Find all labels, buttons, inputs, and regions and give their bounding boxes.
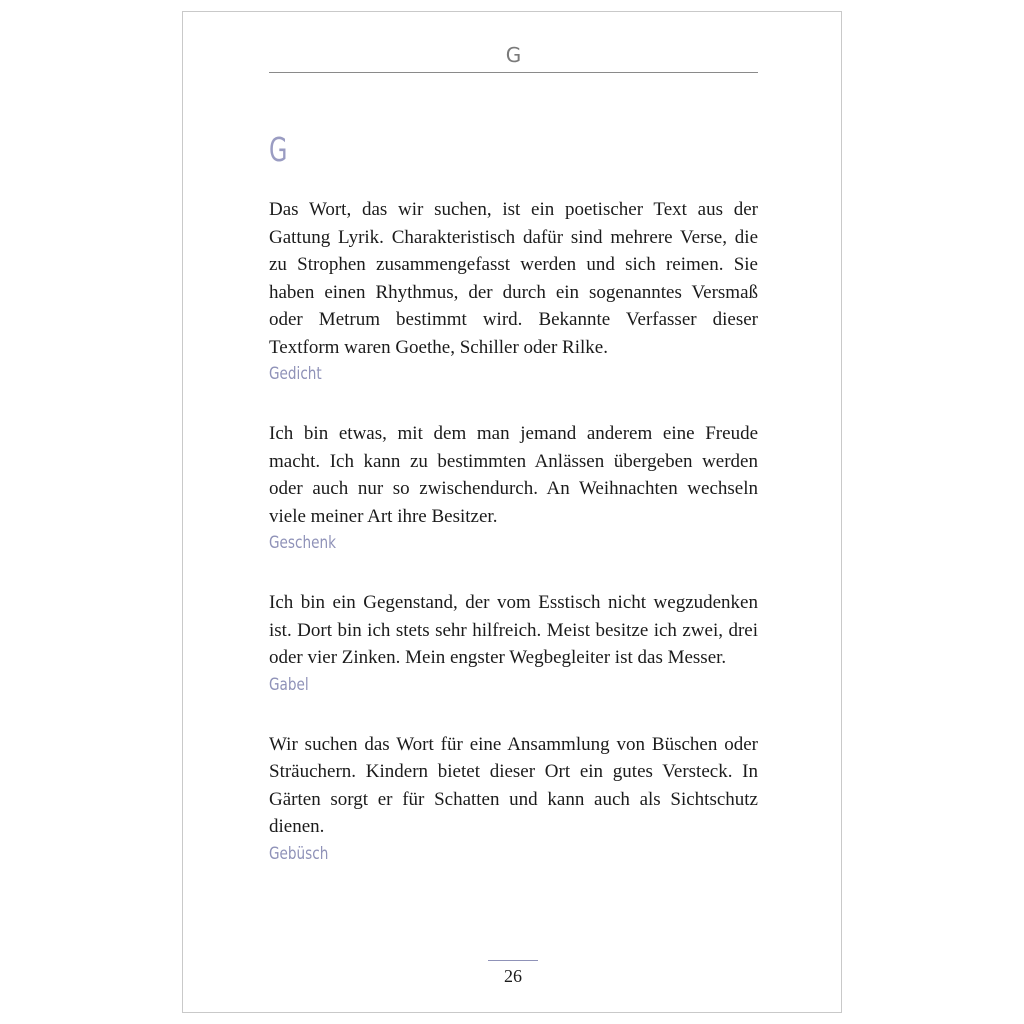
book-page: [182, 11, 842, 1013]
riddle-text: Ich bin ein Gegenstand, der vom Esstisch nicht wegzudenken ist. Dort bin ich stets sehr hilfreich. Meist besitze ich zwei, drei oder vier Zinken. Mein engster Wegbegleiter ist das Messer.: [269, 592, 758, 668]
riddle-text: Wir suchen das Wort für eine Ansammlung von Büschen oder Sträuchern. Kindern bietet dieser Ort ein gutes Versteck. In Gärten sorgt er für Schatten und kann auch als Sichtschutz dienen.: [269, 733, 758, 837]
riddle-entry: [269, 731, 758, 867]
riddle-answer: Geschenk: [269, 533, 336, 553]
riddle-answer: Gedicht: [269, 364, 322, 384]
riddle-entry: [269, 589, 758, 698]
page-number-rule: [488, 960, 538, 961]
riddle-answer: Gebüsch: [269, 843, 329, 864]
riddle-list: [269, 196, 758, 900]
running-head: G: [269, 42, 758, 73]
riddle-entry: [269, 420, 758, 556]
riddle-answer: Gabel: [269, 674, 309, 695]
page-number: 26: [504, 966, 522, 986]
riddle-entry: [269, 196, 758, 387]
section-letter: G: [269, 130, 288, 169]
riddle-text: Ich bin etwas, mit dem man jemand anderem eine Freude macht. Ich kann zu bestimmten Anlässen übergeben werden oder auch nur so zwischendurch. An Weihnachten wechseln viele meiner Art ihre Besitzer.: [269, 423, 758, 527]
riddle-text: Das Wort, das wir suchen, ist ein poetischer Text aus der Gattung Lyrik. Charakteristisch dafür sind mehrere Verse, die zu Strophen zusammengefasst werden und sich reimen. Sie haben einen Rhythmus, der durch ein sogenanntes Versmaß oder Metrum bestimmt wird. Bekannte Verfasser dieser Textform waren Goethe, Schiller oder Rilke.: [269, 199, 758, 358]
